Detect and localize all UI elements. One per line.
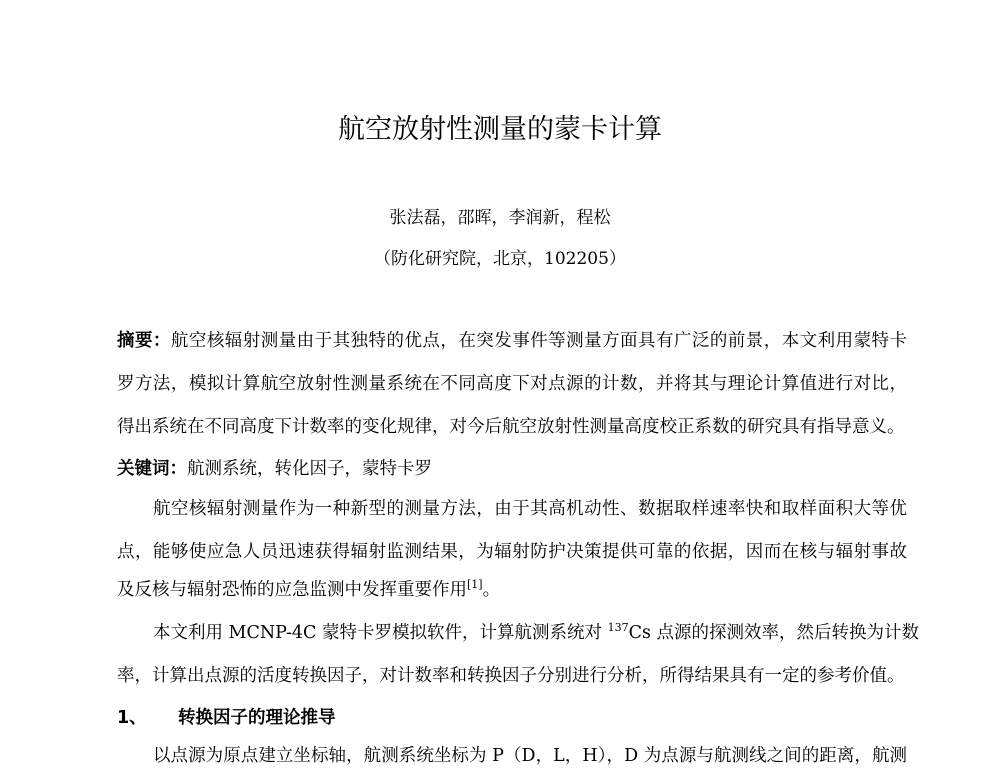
abstract-line-2: 罗方法，模拟计算航空放射性测量系统在不同高度下对点源的计数，并将其与理论计算值进行对比， <box>117 374 907 394</box>
paragraph-2-line-1 <box>117 619 920 647</box>
citation-ref: [1] <box>467 578 483 592</box>
paragraph-3-line-1: 以点源为原点建立坐标轴，航测系统坐标为 P（D，L，H），D 为点源与航测线之间的距离，航测 <box>153 746 907 766</box>
paragraph-1-line-2: 点，能够使应急人员迅速获得辐射监测结果，为辐射防护决策提供可靠的依据，因而在核与辐射事故 <box>117 542 907 562</box>
paragraph-1-end: 。 <box>482 580 501 600</box>
paragraph-2-text-b: Cs 点源的探测效率，然后转换为计数 <box>628 623 920 643</box>
keywords-text: 航测系统，转化因子，蒙特卡罗 <box>187 459 432 479</box>
abstract-line-3: 得出系统在不同高度下计数率的变化规律，对今后航空放射性测量高度校正系数的研究具有指导意义。 <box>117 417 905 437</box>
abstract-text-1: 航空核辐射测量由于其独特的优点，在突发事件等测量方面具有广泛的前景，本文利用蒙特卡 <box>170 331 908 351</box>
paper-title: 航空放射性测量的蒙卡计算 <box>338 114 662 145</box>
abstract-line-1 <box>117 327 907 355</box>
keywords-label: 关键词： <box>117 459 187 479</box>
keywords-line <box>117 455 907 483</box>
paragraph-2-line-2: 率，计算出点源的活度转换因子，对计数率和转换因子分别进行分析，所得结果具有一定的参考价值。 <box>117 666 905 686</box>
affiliation: （防化研究院，北京，102205） <box>374 249 626 269</box>
paragraph-1-text: 及反核与辐射恐怖的应急监测中发挥重要作用 <box>117 580 467 600</box>
paragraph-2-text-a: 本文利用 MCNP-4C 蒙特卡罗模拟软件，计算航测系统对 <box>153 623 608 643</box>
paragraph-1-line-1: 航空核辐射测量作为一种新型的测量方法，由于其高机动性、数据取样速率快和取样面积大等优 <box>153 499 907 519</box>
isotope-mass-number: 137 <box>607 621 629 635</box>
section-number: 1、 <box>117 708 147 728</box>
section-title: 转换因子的理论推导 <box>178 708 336 728</box>
abstract-label: 摘要： <box>117 331 171 351</box>
author-list: 张法磊，邵晖，李润新，程松 <box>389 208 611 228</box>
paragraph-1-line-3 <box>117 576 907 604</box>
